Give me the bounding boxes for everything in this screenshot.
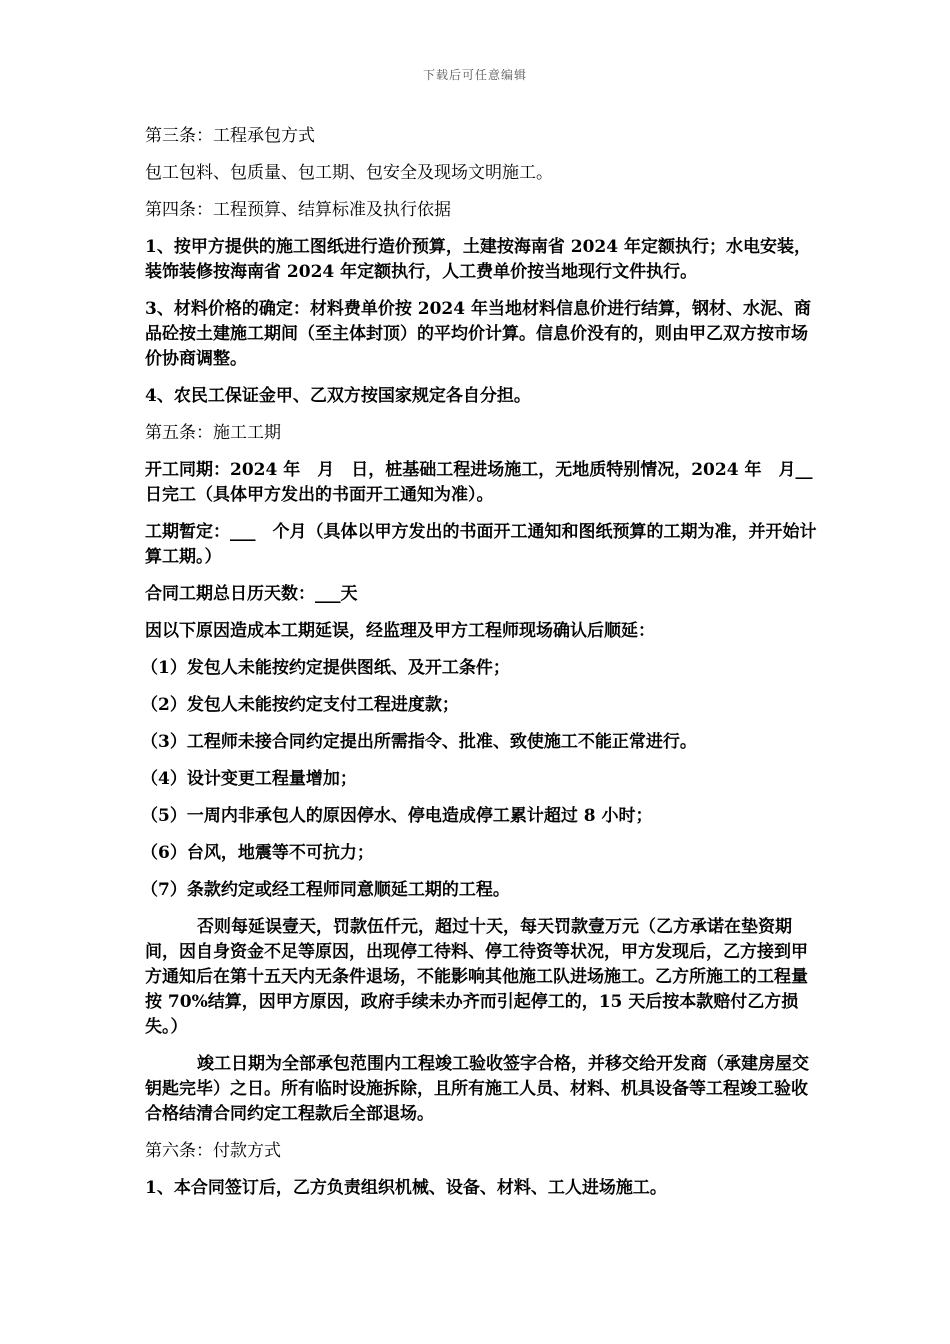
paragraph: 4、农民工保证金甲、乙双方按国家规定各自分担。 [145, 386, 531, 406]
document-body [141, 124, 821, 1213]
paragraph: 合同工期总日历天数：___天 [145, 584, 358, 604]
paragraph: 1、按甲方提供的施工图纸进行造价预算，土建按海南省 2024 年定额执行；水电安装，装饰装修按海南省 2024 年定额执行，人工费单价按当地现行文件执行。 [145, 237, 811, 282]
paragraph: 第三条：工程承包方式 [145, 126, 315, 146]
paragraph: 包工包料、包质量、包工期、包安全及现场文明施工。 [145, 163, 553, 183]
list-item: （6）台风，地震等不可抗力； [141, 843, 374, 863]
page-header: 下载后可任意编辑 [422, 68, 527, 82]
list-item: （1）发包人未能按约定提供图纸、及开工条件； [141, 658, 510, 678]
list-item: （7）条款约定或经工程师同意顺延工期的工程。 [141, 880, 510, 900]
paragraph: 工期暂定：___ 个月（具体以甲方发出的书面开工通知和图纸预算的工期为准，并开始计算工期。） [145, 522, 817, 567]
paragraph: 因以下原因造成本工期延误，经监理及甲方工程师现场确认后顺延： [145, 621, 655, 641]
paragraph: 第五条：施工工期 [145, 423, 281, 443]
list-item: （4）设计变更工程量增加； [141, 769, 357, 789]
paragraph: 第四条：工程预算、结算标准及执行依据 [145, 200, 451, 220]
paragraph: 1、本合同签订后，乙方负责组织机械、设备、材料、工人进场施工。 [145, 1178, 667, 1198]
list-item: （5）一周内非承包人的原因停水、停电造成停工累计超过 8 小时； [141, 806, 653, 826]
list-item: （3）工程师未接合同约定提出所需指令、批准、致使施工不能正常进行。 [141, 732, 697, 752]
list-item: （2）发包人未能按约定支付工程进度款； [141, 695, 459, 715]
paragraph: 否则每延误壹天，罚款伍仟元，超过十天，每天罚款壹万元（乙方承诺在垫资期间，因自身资金不足等原因，出现停工待料、停工待资等状况，甲方发现后，乙方接到甲方通知后在第十五天内无条件退场，不能影响其他施工队进场施工。乙方所施工的工程量按 70%结算，因甲方原因，政府手续未办齐而引起停工的，15 天后按本款赔付乙方损失。） [145, 917, 808, 1037]
paragraph: 3、材料价格的确定：材料费单价按 2024 年当地材料信息价进行结算，钢材、水泥、商品砼按土建施工期间（至主体封顶）的平均价计算。信息价没有的，则由甲乙双方按市场价协商调整。 [145, 299, 811, 369]
paragraph: 竣工日期为全部承包范围内工程竣工验收签字合格，并移交给开发商（承建房屋交钥匙完毕）之日。所有临时设施拆除，且所有施工人员、材料、机具设备等工程竣工验收合格结清合同约定工程款后全部退场。 [145, 1054, 809, 1124]
paragraph: 第六条：付款方式 [145, 1141, 281, 1161]
paragraph: 开工同期：2024 年 月 日，桩基础工程进场施工，无地质特别情况，2024 年 月__日完工（具体甲方发出的书面开工通知为准）。 [145, 460, 813, 505]
